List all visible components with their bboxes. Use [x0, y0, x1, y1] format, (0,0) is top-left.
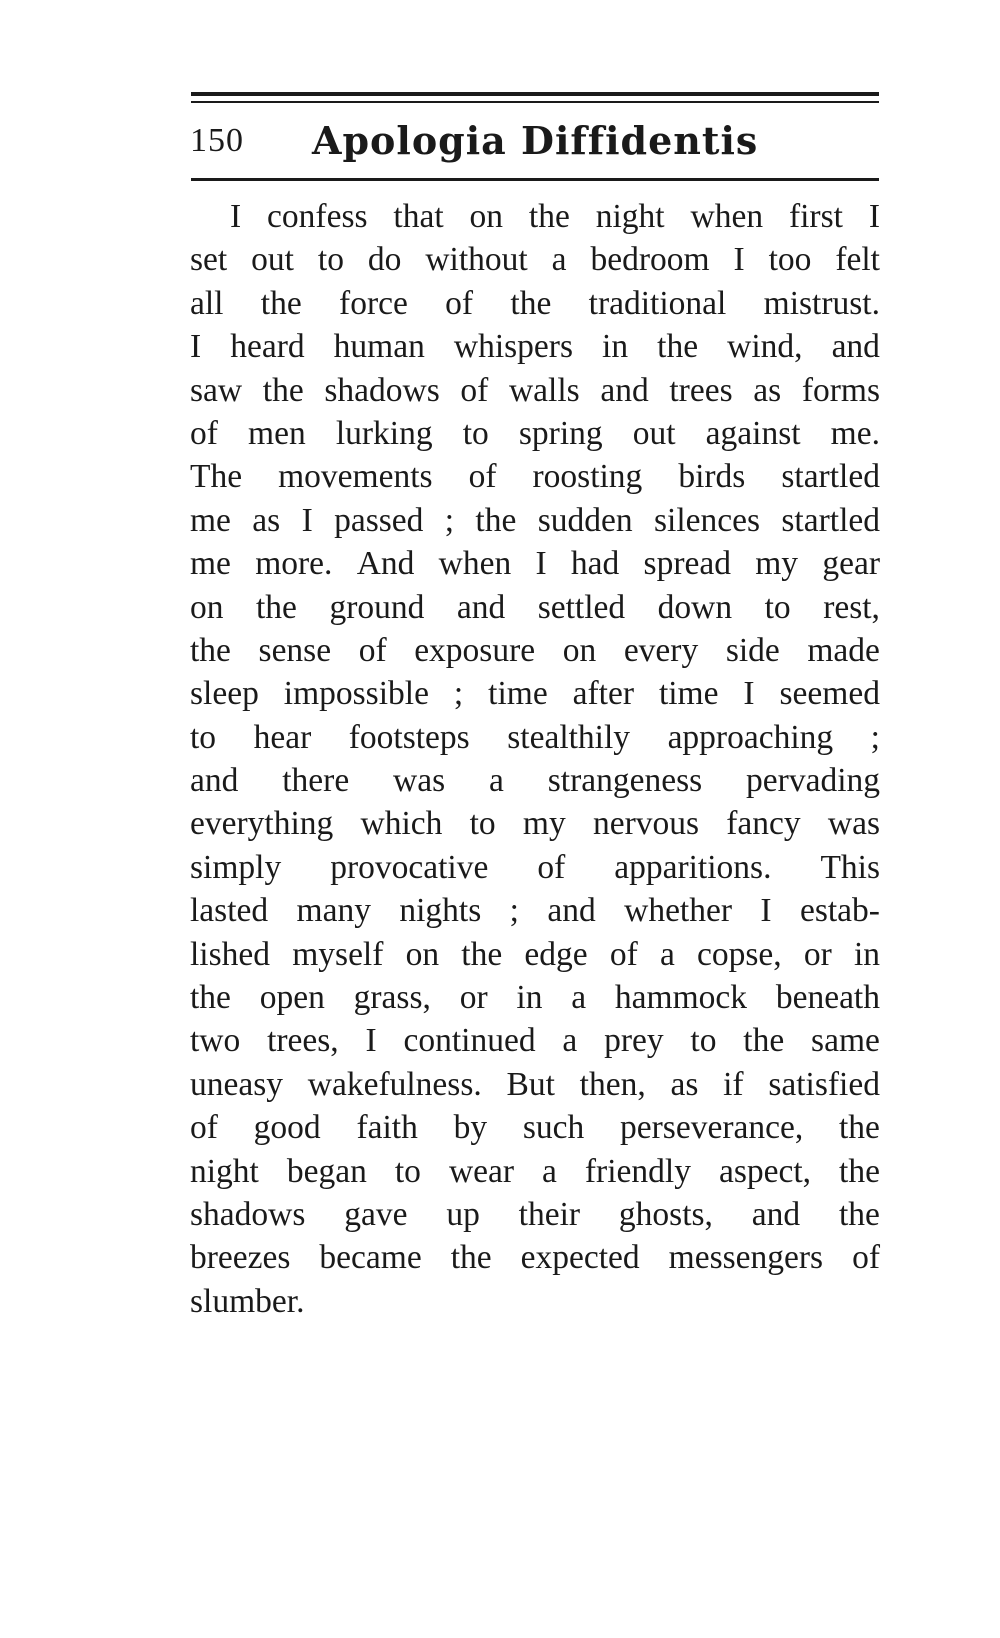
- text-line: night began to wear a friendly aspect, the: [190, 1152, 880, 1190]
- running-header: [190, 118, 880, 170]
- header-rule-top: [191, 92, 879, 96]
- header-rule-top-thin: [191, 101, 879, 103]
- text-line: lasted many nights ; and whether I estab-: [190, 892, 880, 930]
- page-number: 150: [190, 122, 244, 159]
- text-line: simply provocative of apparitions. This: [190, 848, 880, 886]
- header-rule-bottom: [191, 178, 879, 181]
- text-line: all the force of the traditional mistrust.: [190, 284, 880, 322]
- text-line: uneasy wakefulness. But then, as if satisfied: [190, 1065, 880, 1103]
- text-line: set out to do without a bedroom I too felt: [190, 241, 880, 279]
- text-line: me as I passed ; the sudden silences startled: [190, 501, 880, 539]
- text-line: to hear footsteps stealthily approaching ;: [190, 718, 880, 756]
- running-title: Apologia Diffidentis: [312, 118, 759, 163]
- text-line: on the ground and settled down to rest,: [190, 588, 880, 626]
- text-line: everything which to my nervous fancy was: [190, 805, 880, 843]
- text-line: of men lurking to spring out against me.: [190, 414, 880, 452]
- text-line: the open grass, or in a hammock beneath: [190, 979, 880, 1017]
- text-line: sleep impossible ; time after time I seemed: [190, 675, 880, 713]
- text-line: lished myself on the edge of a copse, or in: [190, 935, 880, 973]
- text-line: slumber.: [190, 1282, 305, 1320]
- text-line: shadows gave up their ghosts, and the: [190, 1195, 880, 1233]
- text-line: of good faith by such perseverance, the: [190, 1109, 880, 1147]
- body-text: [190, 195, 880, 1323]
- text-line: breezes became the expected messengers of: [190, 1239, 880, 1277]
- text-line: I heard human whispers in the wind, and: [190, 328, 880, 366]
- text-line: and there was a strangeness pervading: [190, 762, 880, 800]
- text-line: two trees, I continued a prey to the same: [190, 1022, 880, 1060]
- text-line: me more. And when I had spread my gear: [190, 545, 880, 583]
- text-line: the sense of exposure on every side made: [190, 631, 880, 669]
- text-line: saw the shadows of walls and trees as forms: [190, 371, 880, 409]
- text-line: I confess that on the night when first I: [230, 198, 880, 235]
- text-line: The movements of roosting birds startled: [190, 458, 880, 496]
